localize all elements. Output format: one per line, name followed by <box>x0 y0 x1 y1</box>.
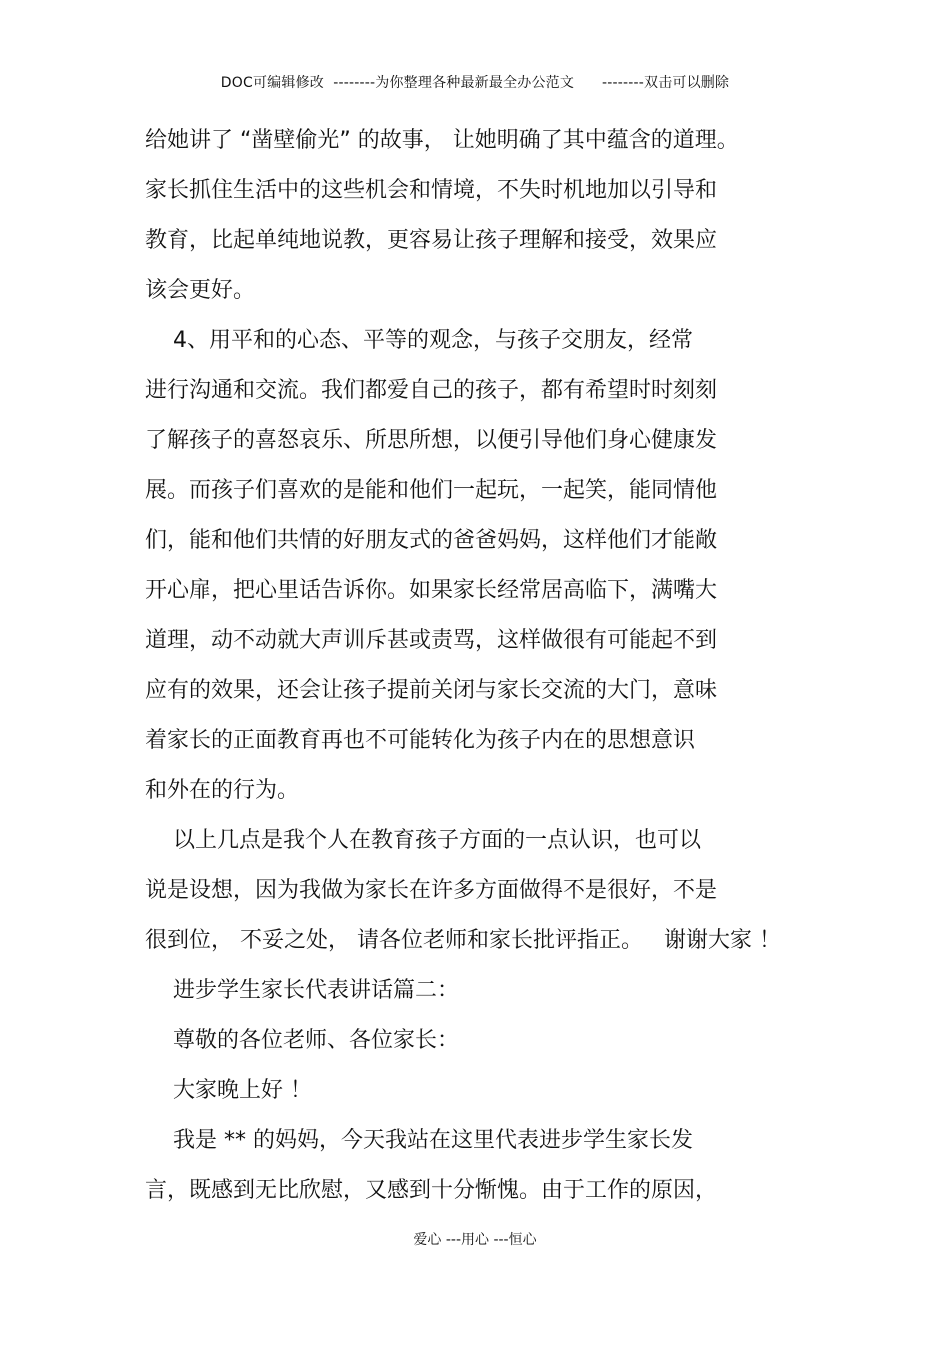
text-line: 以上几点是我个人在教育孩子方面的一点认识，也可以 <box>145 828 701 853</box>
section-heading: 进步学生家长代表讲话篇二： <box>145 978 459 1003</box>
text-line: 着家长的正面教育再也不可能转化为孩子内在的思想意识 <box>145 728 696 753</box>
text-line: 展。而孩子们喜欢的是能和他们一起玩，一起笑，能同情他 <box>145 478 718 503</box>
text-line: 应有的效果，还会让孩子提前关闭与家长交流的大门，意味 <box>145 678 718 703</box>
salutation-line: 尊敬的各位老师、各位家长： <box>145 1028 459 1053</box>
text-line: 开心扉，把心里话告诉你。如果家长经常居高临下，满嘴大 <box>145 578 718 603</box>
page-header: DOC可编辑修改 --------为你整理各种最新最全办公范文 --------双击可以删除 <box>220 75 730 91</box>
text-line: 教育，比起单纯地说教，更容易让孩子理解和接受，效果应 <box>145 228 718 253</box>
page-footer: 爱心 ---用心 ---恒心 <box>413 1232 537 1248</box>
text-line: 们，能和他们共情的好朋友式的爸爸妈妈，这样他们才能敞 <box>145 528 718 553</box>
text-line: 4、用平和的心态、平等的观念，与孩子交朋友，经常 <box>145 328 693 353</box>
text-line: 给她讲了 “凿壁偷光” 的故事， 让她明确了其中蕴含的道理。 <box>145 128 739 153</box>
text-line: 道理，动不动就大声训斥甚或责骂，这样做很有可能起不到 <box>145 628 718 653</box>
text-line: 家长抓住生活中的这些机会和情境，不失时机地加以引导和 <box>145 178 718 203</box>
text-line: 说是设想，因为我做为家长在许多方面做得不是很好，不是 <box>145 878 718 903</box>
greeting-line: 大家晚上好 ！ <box>145 1078 312 1103</box>
text-line: 和外在的行为。 <box>145 778 300 803</box>
text-line: 我是 ** 的妈妈，今天我站在这里代表进步学生家长发 <box>145 1128 693 1153</box>
text-line: 该会更好。 <box>145 278 256 303</box>
text-line: 进行沟通和交流。我们都爱自己的孩子，都有希望时时刻刻 <box>145 378 718 403</box>
text-line: 很到位， 不妥之处， 请各位老师和家长批评指正。 谢谢大家 ！ <box>145 928 781 953</box>
text-line: 言，既感到无比欣慰，又感到十分惭愧。由于工作的原因， <box>145 1178 718 1203</box>
text-line: 了解孩子的喜怒哀乐、所思所想，以便引导他们身心健康发 <box>145 428 718 453</box>
